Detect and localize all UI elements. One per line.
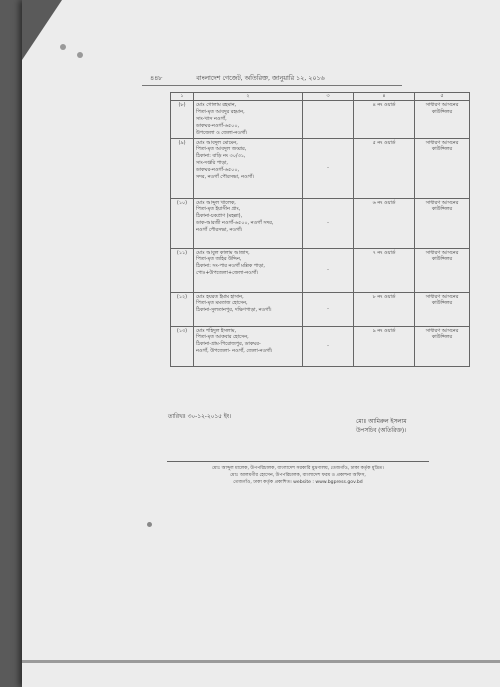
header-rule (142, 85, 402, 86)
name-address-line: নওগাঁ পৌরসভা, নওগাঁ। (196, 227, 243, 234)
dash-cell: - (303, 248, 354, 292)
name-address-line: মোঃ আব্দুল খালেক, (196, 199, 236, 206)
name-address-line: সাং-দপ্তরি পাড়া, (196, 160, 228, 167)
name-address-line: ডাকঘর-নওগাঁ-৬৫০০, (196, 167, 240, 174)
name-address-line: ঠিকানা-সুলতানপুর, দক্ষিণপাড়া, নওগাঁ। (196, 307, 272, 314)
footer-publisher-line: মোঃ আলমগীর হোসেন, উপপরিচালক, বাংলাদেশ ফরম ও প্রকাশনা অফিস, (230, 473, 366, 478)
seat-type-cell: সাধারণ আসনের কাউন্সিলর (415, 248, 470, 292)
name-address-cell (194, 326, 303, 366)
page-header (150, 72, 410, 84)
serial-cell: (১৩) (171, 326, 194, 366)
punch-hole (60, 44, 66, 50)
page-bottom-edge (22, 660, 500, 663)
ward-cell: ৬ নং ওয়ার্ড (354, 198, 415, 248)
name-address-cell (194, 248, 303, 292)
seat-type-cell: সাধারণ আসনের কাউন্সিলর (415, 138, 470, 198)
gazette-page (22, 0, 500, 687)
councillor-table (170, 92, 470, 367)
name-address-line: ঠিকানা: বাড়ি নং ৩০/৩১, (196, 153, 246, 160)
table-header-row (171, 93, 470, 101)
col-header: ৫ (415, 93, 470, 101)
serial-cell: (১২) (171, 292, 194, 326)
dash-cell: - (303, 138, 354, 198)
publication-footer (167, 461, 429, 486)
seat-type-cell: সাধারণ আসনের কাউন্সিলর (415, 198, 470, 248)
page-number: ৪৪৮ (150, 74, 163, 82)
col-header: ৪ (354, 93, 415, 101)
col-header: ৩ (303, 93, 354, 101)
table-row (171, 326, 470, 366)
col-header: ২ (194, 93, 303, 101)
folded-corner (22, 0, 62, 60)
name-address-line: ডাক-আরজী নওগাঁ-৬৫০০, নওগাঁ সদর, (196, 220, 274, 227)
name-address-line: মোঃ শহিদুল ইসলাম, (196, 327, 237, 334)
name-address-line: পিতা-মৃত জহির উদ্দিন, (196, 256, 242, 263)
name-address-line: নওগাঁ, উপজেলা- নওগাঁ, জেলা-নওগাঁ। (196, 348, 273, 355)
date-line: তারিখঃ ৩০-১২-২০১৫ ইং। (168, 414, 232, 420)
serial-cell: (৮) (171, 101, 194, 139)
dash-cell (303, 101, 354, 139)
table-row (171, 248, 470, 292)
ward-cell: ৭ নং ওয়ার্ড (354, 248, 415, 292)
ward-cell: ৮ নং ওয়ার্ড (354, 292, 415, 326)
footer-printer-line: মোঃ আব্দুল মালেক, উপপরিচালক, বাংলাদেশ সরকারি মুদ্রণালয়, তেজগাঁও, ঢাকা কর্তৃক মুদ্রিত। (211, 466, 384, 471)
name-address-line: পোঃ+উপজেলা+জেলা-নওগাঁ। (196, 270, 259, 277)
punch-hole (77, 52, 83, 58)
seat-type-cell: সাধারণ আসনের কাউন্সিলর (415, 292, 470, 326)
table-row (171, 138, 470, 198)
name-address-line: মোঃ হযরত ইমাম হাসান, (196, 293, 244, 300)
ward-cell: ৪ নং ওয়ার্ড (354, 101, 415, 139)
signature-block (356, 418, 407, 436)
name-address-line: পিতা-মৃত আকবার হোসেন, (196, 334, 249, 341)
name-address-cell (194, 198, 303, 248)
serial-cell: (১০) (171, 198, 194, 248)
signatory-designation: উপসচিব (অতিরিক্ত)। (356, 428, 407, 434)
table-row (171, 101, 470, 139)
name-address-line: সাং-খাস নওগাঁ, (196, 115, 227, 122)
seat-type-cell: সাধারণ আসনের কাউন্সিলর (415, 101, 470, 139)
name-address-line: মোঃ আবদুল মোমেন, (196, 139, 238, 146)
name-address-line: ঠিকানা-গ্রাম-পিরোজপুর, ডাকঘর- (196, 341, 261, 348)
name-address-line: ঠিকানা: সং-পার নওগাঁ মল্লিক পাড়া, (196, 263, 265, 270)
ward-cell: ৯ নং ওয়ার্ড (354, 326, 415, 366)
name-address-line: ঠিকানা-চকপ্রাণ (মহল্লা), (196, 213, 243, 220)
name-address-line: পিতা-মৃত আবদুর রহমান, (196, 108, 245, 115)
name-address-cell (194, 138, 303, 198)
dash-cell: - (303, 292, 354, 326)
dash-cell: - (303, 198, 354, 248)
gazette-title: বাংলাদেশ গেজেট, অতিরিক্ত, জানুয়ারি ১২, ২০১৬ (196, 74, 325, 82)
name-address-cell (194, 292, 303, 326)
serial-cell: (৯) (171, 138, 194, 198)
name-address-line: মোঃ আবুল কালাম আজাদ, (196, 249, 250, 256)
name-address-line: উপজেলা ও জেলা-নওগাঁ। (196, 129, 248, 136)
ward-cell: ৫ নং ওয়ার্ড (354, 138, 415, 198)
serial-cell: (১১) (171, 248, 194, 292)
table-row (171, 198, 470, 248)
name-address-line: পিতা-মৃত ইয়াসীন প্রাং, (196, 206, 241, 213)
name-address-line: সদর, নওগাঁ পৌরসভা, নওগাঁ। (196, 174, 254, 181)
name-address-cell (194, 101, 303, 139)
col-header: ১ (171, 93, 194, 101)
name-address-line: পিতা-মৃত মমতাজ হোসেন, (196, 300, 248, 307)
name-address-line: ডাকঘর-নওগাঁ-৬৫০০, (196, 122, 240, 129)
name-address-line: মোঃ গোলাম রহমান, (196, 102, 237, 108)
paper-spot (147, 522, 152, 527)
table-row (171, 292, 470, 326)
signatory-name: মোঃ আমিরুল ইসলাম (356, 419, 407, 425)
dash-cell: - (303, 326, 354, 366)
name-address-line: পিতা-মৃত আবদুল জব্বার, (196, 146, 247, 153)
seat-type-cell: সাধারণ আসনের কাউন্সিলর (415, 326, 470, 366)
footer-website-line: তেজগাঁও, ঢাকা কর্তৃক প্রকাশিত। website : www.bgpress.gov.bd (233, 480, 363, 485)
